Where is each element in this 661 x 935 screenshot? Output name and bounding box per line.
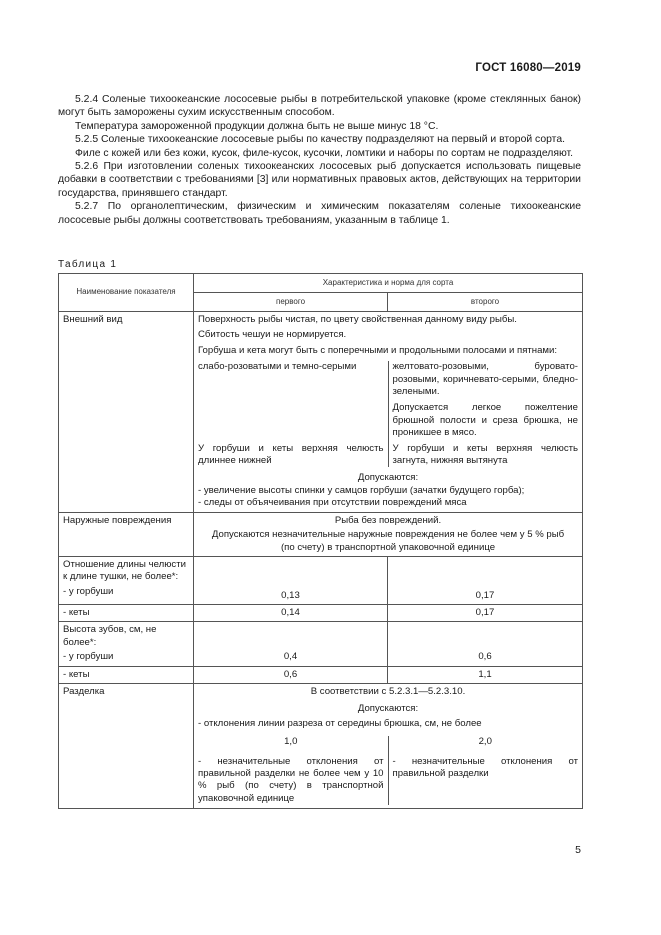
teeth-row1-second: 0,6	[388, 622, 583, 666]
table-1	[58, 273, 583, 809]
appearance-allowed: Допускаются:	[357, 472, 419, 484]
cutting-first-note: - незначительные отклонения от правильной разделки не более чем у 10 % рыб (по счету) в транспортной упаковочной единице	[198, 755, 384, 804]
cutting-cell	[194, 683, 583, 808]
table-caption: Таблица 1	[58, 259, 118, 270]
teeth-row1-label: - у горбуши	[63, 651, 114, 663]
appearance-line2: Сбитость чешуи не нормируется.	[198, 329, 347, 341]
jaw-ratio-row2-first: 0,14	[194, 604, 388, 621]
row-name-appearance: Внешний вид	[59, 312, 194, 513]
appearance-line3: Горбуша и кета могут быть с поперечными и продольными полосами и пятнами:	[198, 344, 558, 356]
damage-line2: Допускаются незначительные наружные повреждения не более чем у 5 % рыб (по счету) в транспортной упаковочной единице	[211, 529, 565, 553]
standard-header: ГОСТ 16080—2019	[475, 62, 581, 74]
row-name-jaw-ratio	[59, 556, 194, 604]
cutting-first-value: 1,0	[284, 736, 298, 748]
appearance-split	[194, 361, 582, 467]
cutting-second-value: 2,0	[388, 736, 582, 748]
cutting-allowed-1: - отклонения линии разреза от середины брюшка, см, не более	[198, 717, 482, 729]
cutting-second-note: - незначительные отклонения от правильной разделки	[388, 749, 582, 806]
teeth-row2-label: - кеты	[59, 666, 194, 683]
jaw-ratio-row2-second: 0,17	[388, 604, 583, 621]
teeth-row1-first: 0,4	[194, 622, 388, 666]
paragraph-5-2-7: 5.2.7 По органолептическим, физическим и химическим показателям соленые тихоокеанские лососевые рыбы должны соответствовать требованиям, указанным в таблице 1.	[58, 201, 581, 226]
jaw-ratio-row1-first: 0,13	[194, 556, 388, 604]
page-number: 5	[575, 844, 581, 856]
damage-line1: Рыба без повреждений.	[334, 514, 442, 526]
teeth-title: Высота зубов, см, не более*:	[63, 624, 157, 648]
cutting-split	[194, 736, 582, 805]
paragraph-fillet: Филе с кожей или без кожи, кусок, филе-кусок, кусочки, ломтики и наборы по сортам не подразделяют.	[75, 147, 574, 159]
damage-cell	[194, 512, 583, 556]
appearance-first-jaw: У горбуши и кеты верхняя челюсть длиннее нижней	[198, 442, 384, 467]
row-name-cutting: Разделка	[59, 683, 194, 808]
row-name-teeth	[59, 622, 194, 666]
col-header-first: первого	[194, 293, 388, 312]
col-header-name: Наименование показателя	[59, 274, 194, 312]
paragraph-5-2-5: 5.2.5 Соленые тихоокеанские лососевые рыбы по качеству подразделяют на первый и второй сорта.	[75, 134, 565, 146]
jaw-ratio-row2-label: - кеты	[59, 604, 194, 621]
appearance-first-stripes: слабо-розоватыми и темно-серыми	[198, 361, 357, 373]
appearance-cell	[194, 312, 583, 513]
cutting-allowed: Допускаются:	[357, 703, 419, 715]
appearance-second-yellow: Допускается легкое пожелтение брюшной полости и среза брюшка, не проникшее в мясо.	[388, 398, 582, 439]
jaw-ratio-title: Отношение длины челюсти к длине тушки, не более*:	[63, 558, 186, 583]
jaw-ratio-row1-label: - у горбуши	[63, 585, 114, 597]
col-header-second: второго	[388, 293, 583, 312]
appearance-line1: Поверхность рыбы чистая, по цвету свойственная данному виду рыбы.	[198, 314, 517, 325]
paragraph-5-2-4: 5.2.4 Соленые тихоокеанские лососевые рыбы в потребительской упаковке (кроме стеклянных банок) могут быть заморожены сухим искусственным способом.	[58, 94, 581, 119]
appearance-allowed-1: - увеличение высоты спинки у самцов горбуши (зачатки будущего горба);	[198, 484, 525, 496]
body-text	[58, 93, 581, 227]
col-header-group: Характеристика и норма для сорта	[194, 274, 583, 293]
paragraph-temperature: Температура замороженной продукции должна быть не выше минус 18 °С.	[75, 120, 439, 132]
teeth-row2-first: 0,6	[194, 666, 388, 683]
row-name-damage: Наружные повреждения	[59, 512, 194, 556]
cutting-line1: В соответствии с 5.2.3.1—5.2.3.10.	[310, 685, 466, 697]
jaw-ratio-row1-second: 0,17	[388, 556, 583, 604]
appearance-allowed-2: - следы от объячеивания при отсутствии повреждений мяса	[198, 497, 467, 509]
appearance-second-stripes: желтовато-розовыми, буровато-розовыми, коричневато-серыми, бледно-зелеными.	[388, 361, 582, 398]
teeth-row2-second: 1,1	[388, 666, 583, 683]
paragraph-5-2-6: 5.2.6 При изготовлении соленых тихоокеанских лососевых рыб допускается использовать пищевые добавки в соответствии с требованиями [3] или нормативных правовых актов, действующих на территории государства, принявшего стандарт.	[58, 161, 581, 199]
appearance-second-jaw: У горбуши и кеты верхняя челюсть загнута, нижняя вытянута	[388, 440, 582, 468]
